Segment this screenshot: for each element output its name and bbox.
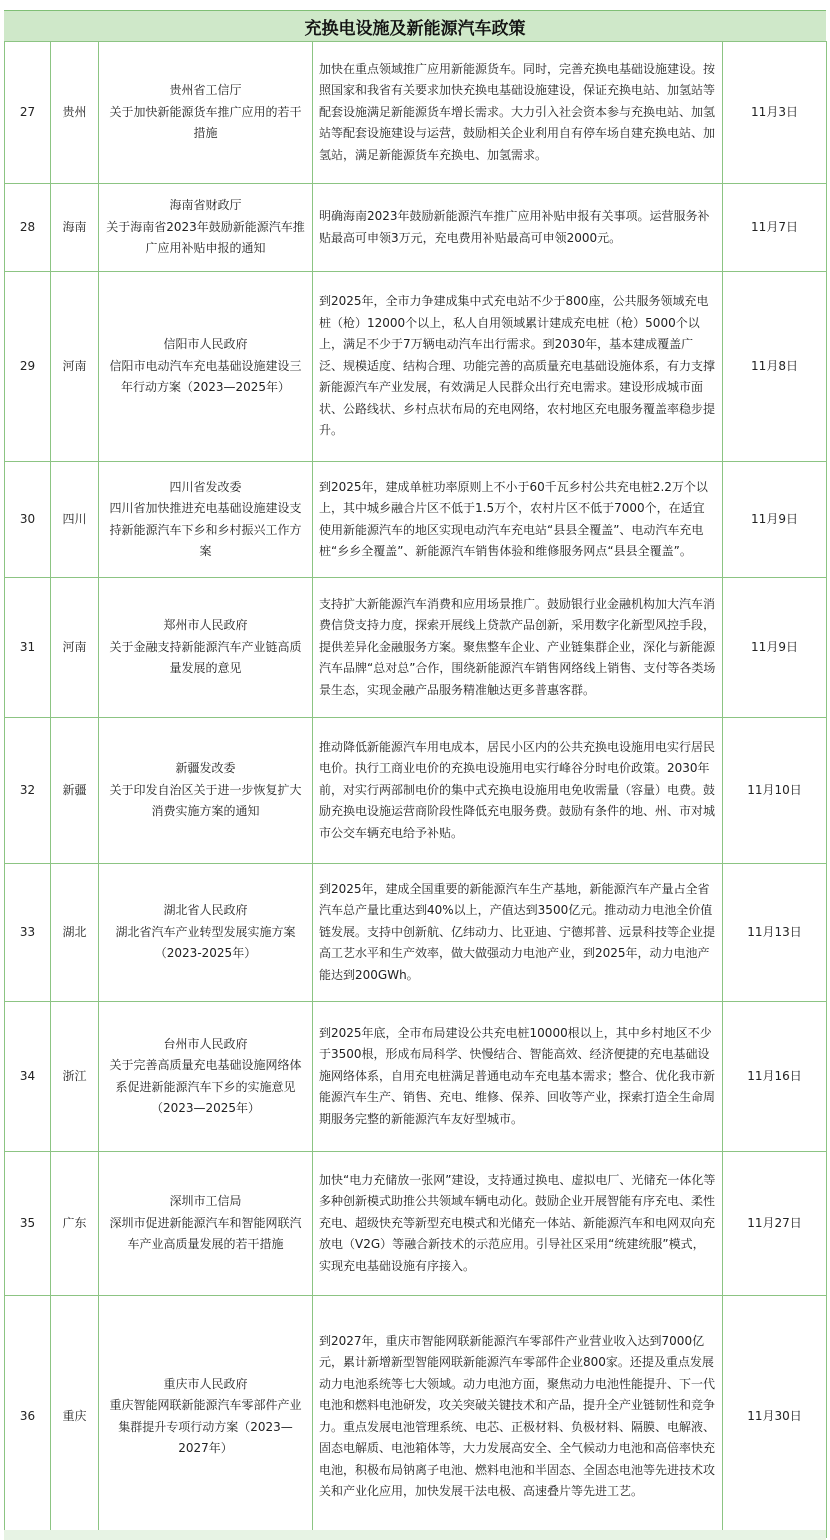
row-province: 河南 xyxy=(51,578,99,718)
table-row xyxy=(5,184,827,272)
row-date: 11月3日 xyxy=(723,42,827,184)
row-publisher: 重庆市人民政府 xyxy=(163,1376,248,1391)
row-province: 四川 xyxy=(51,462,99,578)
table-row xyxy=(5,462,827,578)
table-row xyxy=(5,864,827,1002)
row-publisher-cell xyxy=(99,1152,313,1296)
row-date: 11月13日 xyxy=(723,864,827,1002)
row-province: 贵州 xyxy=(51,42,99,184)
row-content: 到2025年，建成全国重要的新能源汽车生产基地，新能源汽车产量占全省汽车总产量比重达到40%以上，产值达到3500亿元。推动动力电池全价值链发展。支持中创新航、亿纬动力、比亚迪、宁德邦普、远景科技等企业提高工艺水平和生产效率，做大做强动力电池产业，到2025年，动力电池产能达到200GWh。 xyxy=(313,864,723,1002)
table-title: 充换电设施及新能源汽车政策 xyxy=(4,10,826,42)
row-publisher: 贵州省工信厅 xyxy=(169,83,242,98)
row-policy-title: 关于金融支持新能源汽车产业链高质量发展的意见 xyxy=(109,639,302,676)
row-date: 11月9日 xyxy=(723,462,827,578)
row-content: 到2025年底，全市布局建设公共充电桩10000根以上，其中乡村地区不少于3500根，形成布局科学、快慢结合、智能高效、经济便捷的充电基础设施网络体系，自用充电桩满足普通电动车充电基本需求；整合、优化我市新能源汽车生产、销售、充电、维修、保养、回收等产业，探索打造全生命周期服务完整的新能源汽车友好型城市。 xyxy=(313,1002,723,1152)
row-publisher: 郑州市人民政府 xyxy=(163,618,248,633)
row-content: 支持扩大新能源汽车消费和应用场景推广。鼓励银行业金融机构加大汽车消费信贷支持力度，探索开展线上贷款产品创新，采用数字化新型风控手段，提供差异化金融服务方案。聚焦整车企业、产业链集群企业，深化与新能源汽车品牌“总对总”合作，围绕新能源汽车销售网络线上销售、支付等各类场景生态，实现金融产品服务精准触达更多普惠客群。 xyxy=(313,578,723,718)
row-publisher: 新疆发改委 xyxy=(175,761,236,776)
row-publisher-cell xyxy=(99,864,313,1002)
table-row xyxy=(5,42,827,184)
row-publisher: 湖北省人民政府 xyxy=(163,903,248,918)
row-number: 32 xyxy=(5,718,51,864)
row-policy-title: 信阳市电动汽车充电基础设施建设三年行动方案（2023—2025年） xyxy=(109,358,302,395)
table-row xyxy=(5,1002,827,1152)
row-number: 34 xyxy=(5,1002,51,1152)
row-publisher: 深圳市工信局 xyxy=(169,1194,242,1209)
row-date: 11月8日 xyxy=(723,272,827,462)
row-publisher-cell xyxy=(99,42,313,184)
row-policy-title: 关于印发自治区关于进一步恢复扩大消费实施方案的通知 xyxy=(109,782,302,819)
row-content: 到2025年，全市力争建成集中式充电站不少于800座，公共服务领域充电桩（枪）12000个以上，私人自用领域累计建成充电桩（枪）5000个以上，满足不少于7万辆电动汽车出行需求。到2030年，基本建成覆盖广泛、规模适度、结构合理、功能完善的高质量充电基础设施体系，有力支撑新能源汽车产业发展，有效满足人民群众出行充电需求。建设形成城市面状、公路线状、乡村点状布局的充电网络，农村地区充电服务覆盖率稳步提升。 xyxy=(313,272,723,462)
row-publisher-cell xyxy=(99,272,313,462)
table-row xyxy=(5,1152,827,1296)
policy-table xyxy=(4,41,827,1538)
row-number: 31 xyxy=(5,578,51,718)
row-content: 到2025年，建成单桩功率原则上不小于60千瓦乡村公共充电桩2.2万个以上，其中城乡融合片区不低于1.5万个，农村片区不低于7000个，在适宜使用新能源汽车的地区实现电动汽车充电站“县县全覆盖”、电动汽车充电桩“乡乡全覆盖”、新能源汽车销售体验和维修服务网点“县县全覆盖”。 xyxy=(313,462,723,578)
row-number: 35 xyxy=(5,1152,51,1296)
row-publisher-cell xyxy=(99,184,313,272)
row-policy-title: 深圳市促进新能源汽车和智能网联汽车产业高质量发展的若干措施 xyxy=(109,1215,302,1252)
row-publisher: 四川省发改委 xyxy=(169,479,242,494)
row-number: 30 xyxy=(5,462,51,578)
row-publisher-cell xyxy=(99,578,313,718)
row-publisher: 海南省财政厅 xyxy=(169,198,242,213)
row-policy-title: 关于完善高质量充电基础设施网络体系促进新能源汽车下乡的实施意见（2023—2025年） xyxy=(109,1058,302,1115)
row-policy-title: 重庆智能网联新能源汽车零部件产业集群提升专项行动方案（2023—2027年） xyxy=(109,1398,302,1455)
row-date: 11月30日 xyxy=(723,1296,827,1538)
row-date: 11月7日 xyxy=(723,184,827,272)
row-content: 明确海南2023年鼓励新能源汽车推广应用补贴申报有关事项。运营服务补贴最高可申领3万元，充电费用补贴最高可申领2000元。 xyxy=(313,184,723,272)
row-number: 27 xyxy=(5,42,51,184)
table-row xyxy=(5,578,827,718)
row-number: 29 xyxy=(5,272,51,462)
table-row xyxy=(5,1296,827,1538)
row-content: 加快在重点领域推广应用新能源货车。同时，完善充换电基础设施建设。按照国家和我省有关要求加快充换电基础设施建设，保证充换电站、加氢站等配套设施满足新能源货车增长需求。大力引入社会资本参与充换电站、加氢站等配套设施建设与运营，鼓励相关企业利用自有停车场自建充换电站、加氢站，满足新能源货车充换电、加氢需求。 xyxy=(313,42,723,184)
row-number: 28 xyxy=(5,184,51,272)
row-date: 11月9日 xyxy=(723,578,827,718)
row-province: 浙江 xyxy=(51,1002,99,1152)
row-publisher: 台州市人民政府 xyxy=(163,1036,248,1051)
policy-table-body xyxy=(5,42,827,1538)
table-row xyxy=(5,272,827,462)
bottom-divider xyxy=(4,1530,826,1540)
row-content: 推动降低新能源汽车用电成本，居民小区内的公共充换电设施用电实行居民电价。执行工商业电价的充换电设施用电实行峰谷分时电价政策。2030年前，对实行两部制电价的集中式充换电设施用电免收需量（容量）电费。鼓励充换电设施运营商阶段性降低充电服务费。鼓励有条件的地、州、市对城市公交车辆充电给予补贴。 xyxy=(313,718,723,864)
row-province: 海南 xyxy=(51,184,99,272)
row-province: 重庆 xyxy=(51,1296,99,1538)
row-policy-title: 四川省加快推进充电基础设施建设支持新能源汽车下乡和乡村振兴工作方案 xyxy=(109,501,302,558)
row-publisher-cell xyxy=(99,1002,313,1152)
row-province: 广东 xyxy=(51,1152,99,1296)
row-policy-title: 关于海南省2023年鼓励新能源汽车推广应用补贴申报的通知 xyxy=(106,219,305,256)
row-number: 33 xyxy=(5,864,51,1002)
row-publisher-cell xyxy=(99,718,313,864)
row-province: 河南 xyxy=(51,272,99,462)
table-row xyxy=(5,718,827,864)
row-province: 新疆 xyxy=(51,718,99,864)
row-date: 11月27日 xyxy=(723,1152,827,1296)
row-number: 36 xyxy=(5,1296,51,1538)
row-policy-title: 湖北省汽车产业转型发展实施方案（2023-2025年） xyxy=(115,924,296,961)
row-publisher-cell xyxy=(99,1296,313,1538)
row-policy-title: 关于加快新能源货车推广应用的若干措施 xyxy=(109,104,302,141)
row-date: 11月16日 xyxy=(723,1002,827,1152)
row-publisher-cell xyxy=(99,462,313,578)
row-date: 11月10日 xyxy=(723,718,827,864)
row-content: 到2027年，重庆市智能网联新能源汽车零部件产业营业收入达到7000亿元，累计新增新型智能网联新能源汽车零部件企业800家。还提及重点发展动力电池系统等七大领域。动力电池方面，聚焦动力电池性能提升、下一代电池和燃料电池研发，攻关突破关键技术和产品，提升全产业链韧性和竞争力。重点发展电池管理系统、电芯、正极材料、负极材料、隔膜、电解液、固态电解质、电池箱体等，大力发展高安全、全气候动力电池和高倍率快充电池，积极布局钠离子电池、燃料电池和半固态、全固态电池等先进技术攻关和产业化应用，加快发展干法电极、高速叠片等先进工艺。 xyxy=(313,1296,723,1538)
row-content: 加快“电力充储放一张网”建设，支持通过换电、虚拟电厂、光储充一体化等多种创新模式助推公共领域车辆电动化。鼓励企业开展智能有序充电、柔性充电、超级快充等新型充电模式和光储充一体站、新能源汽车和电网双向充放电（V2G）等融合新技术的示范应用。引导社区采用“统建统服”模式，实现充电基础设施有序接入。 xyxy=(313,1152,723,1296)
row-province: 湖北 xyxy=(51,864,99,1002)
row-publisher: 信阳市人民政府 xyxy=(163,337,248,352)
